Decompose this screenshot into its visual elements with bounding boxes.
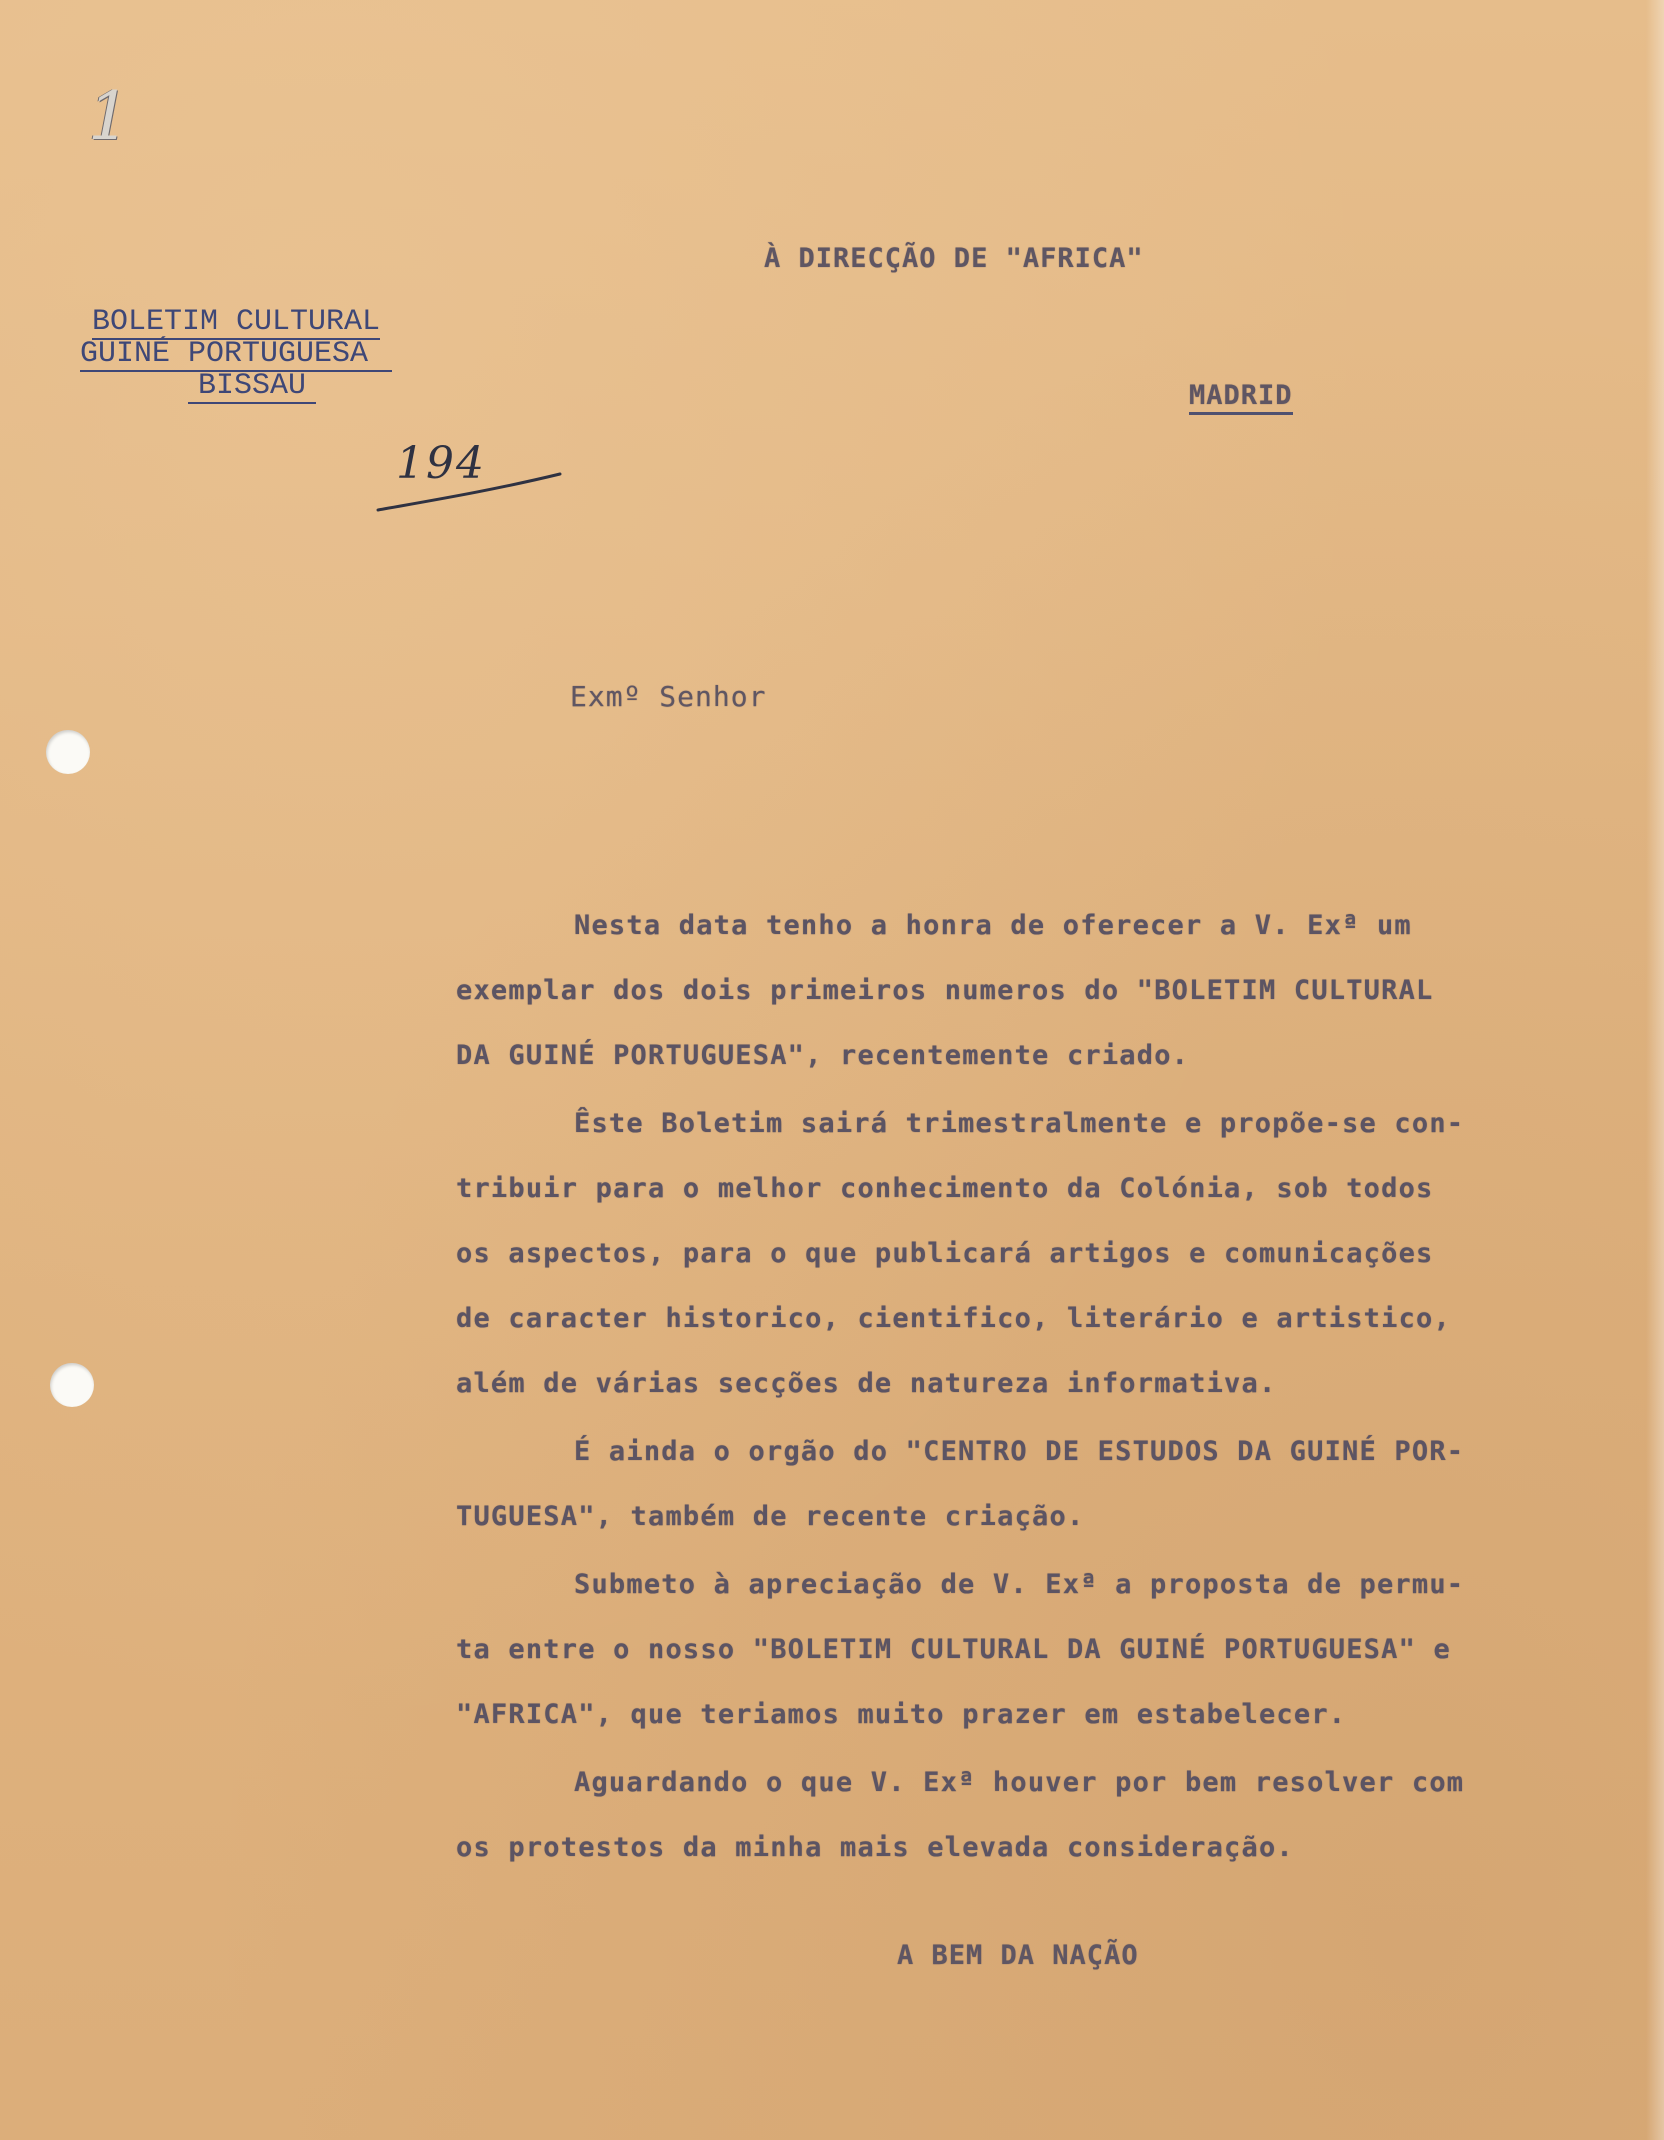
punch-hole <box>50 1363 94 1407</box>
salutation: Exmº Senhor <box>570 680 767 713</box>
body-line: exemplar dos dois primeiros numeros do "BOLETIM CULTURAL <box>456 975 1434 1006</box>
body-line: ta entre o nosso "BOLETIM CULTURAL DA GUINÉ PORTUGUESA" e <box>456 1634 1451 1665</box>
body-line: "AFRICA", que teriamos muito prazer em estabelecer. <box>456 1699 1347 1730</box>
stamp-text: GUINÉ PORTUGUESA <box>80 338 392 372</box>
body-line: de caracter historico, cientifico, literário e artistico, <box>456 1303 1451 1334</box>
stamp-line-boletim <box>92 306 380 340</box>
body-line: É ainda o orgão do "CENTRO DE ESTUDOS DA GUINÉ POR- <box>574 1436 1465 1467</box>
body-line: tribuir para o melhor conhecimento da Colónia, sob todos <box>456 1173 1434 1204</box>
body-line: além de várias secções de natureza informativa. <box>456 1368 1277 1399</box>
body-line: Nesta data tenho a honra de oferecer a V. Exª um <box>574 910 1412 941</box>
stamp-text: BISSAU <box>188 370 316 404</box>
stamp-line-guine <box>76 338 392 372</box>
body-line: Aguardando o que V. Exª houver por bem resolver com <box>574 1767 1465 1798</box>
recipient-city: MADRID <box>1189 380 1293 415</box>
body-line: DA GUINÉ PORTUGUESA", recentemente criado. <box>456 1040 1190 1071</box>
body-line: os aspectos, para o que publicará artigos e comunicações <box>456 1238 1434 1269</box>
stamp-line-bissau <box>196 370 316 404</box>
handwritten-reference-number: 194 <box>396 438 486 489</box>
recipient-line: À DIRECÇÃO DE "AFRICA" <box>764 243 1144 274</box>
paper-edge <box>1646 0 1664 2140</box>
punch-hole <box>46 730 90 774</box>
stamp-text: BOLETIM CULTURAL <box>92 305 381 339</box>
folio-number: 1 <box>88 78 128 155</box>
closing-line: A BEM DA NAÇÃO <box>897 1940 1139 1971</box>
body-line: Submeto à apreciação de V. Exª a proposta de permu- <box>574 1569 1465 1600</box>
body-line: TUGUESA", também de recente criação. <box>456 1501 1085 1532</box>
pencil-underline <box>374 466 564 516</box>
body-line: os protestos da minha mais elevada consideração. <box>456 1832 1294 1863</box>
body-line: Êste Boletim sairá trimestralmente e propõe-se con- <box>574 1108 1465 1139</box>
